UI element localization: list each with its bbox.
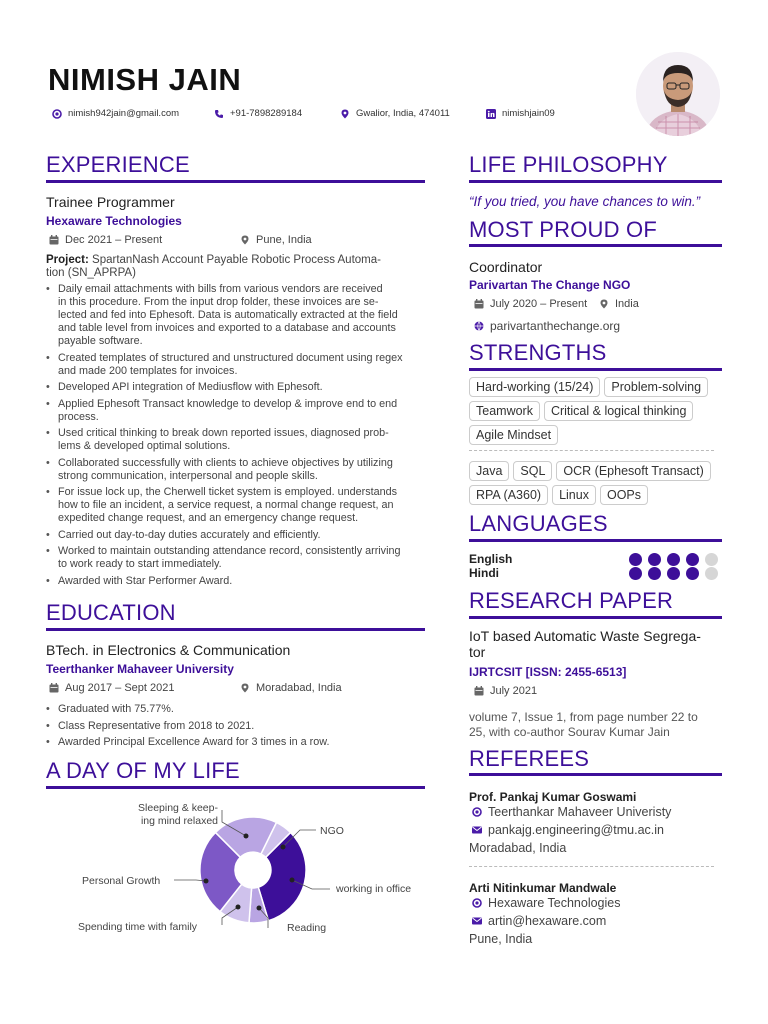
project-label: Project: [46,254,89,266]
education-rule [46,628,425,631]
label-reading: Reading [287,922,327,934]
linkedin-contact[interactable] [486,108,555,119]
referee-2-place: Pune, India [469,932,533,946]
languages-heading: LANGUAGES [469,511,608,536]
calendar-icon [474,299,484,309]
skill-tag: Agile Mindset [469,425,558,445]
experience-bullet: • Carried out day-to-day duties accurately and efficiently. [46,529,430,542]
full-name: NIMISH JAIN [48,62,242,97]
education-bullet: • Class Representative from 2018 to 2021. [46,720,430,733]
at-icon [52,109,62,119]
linkedin-icon [486,109,496,119]
experience-bullet: • Developed API integration of Mediusflow with Ephesoft. [46,381,430,394]
referee-divider [469,866,714,867]
tech-skills [469,461,731,509]
job-location [240,234,312,246]
skill-tag: RPA (A360) [469,485,548,505]
referee-1-name: Prof. Pankaj Kumar Goswami [469,790,637,804]
level-dot-filled [667,567,680,580]
philosophy-rule [469,180,722,183]
at-icon [472,898,482,908]
proud-dates [474,298,587,310]
research-heading: RESEARCH PAPER [469,588,674,613]
skill-tag: OCR (Ephesoft Transact) [556,461,710,481]
proud-org: Parivartan The Change NGO [469,278,631,292]
education-heading: EDUCATION [46,600,176,625]
skill-tag: Problem-solving [604,377,708,397]
education-location-text: Moradabad, India [256,682,342,694]
experience-rule [46,180,425,183]
skill-tag: Linux [552,485,596,505]
job-company: Hexaware Technologies [46,214,182,228]
level-dot-filled [629,567,642,580]
proud-rule [469,244,722,247]
research-title: IoT based Automatic Waste Segrega- tor [469,628,701,660]
experience-bullet: • Used critical thinking to break down reported issues, diagnosed prob- lems & developed optimal solutions. [46,427,430,453]
experience-bullets [46,283,430,591]
project-line-2: tion (SN_APRPA) [46,267,136,279]
label-personal-growth: Personal Growth [82,875,161,887]
degree-title: BTech. in Electronics & Communication [46,642,291,658]
education-bullet: • Graduated with 75.77%. [46,703,430,716]
strengths-rule [469,368,722,371]
referee-2-org: Hexaware Technologies [472,896,621,910]
skill-tag: OOPs [600,485,648,505]
strengths-heading: STRENGTHS [469,340,607,365]
skill-tag: SQL [513,461,552,481]
research-date-text: July 2021 [490,685,538,697]
proud-title: Coordinator [469,259,543,275]
map-marker-icon [240,683,250,693]
proud-location-text: India [615,298,639,310]
referee-1-email[interactable]: pankajg.engineering@tmu.ac.in [472,823,664,837]
job-dates-text: Dec 2021 – Present [65,234,163,246]
referees-rule [469,773,722,776]
calendar-icon [49,235,59,245]
referee-1-org: Teerthankar Mahaveer Univeristy [472,805,671,819]
label-working-office: working in office [336,883,412,895]
linkedin-text: nimishjain09 [502,108,555,119]
level-dot-filled [686,567,699,580]
map-marker-icon [340,109,350,119]
lang-hindi: Hindi [469,566,499,580]
experience-bullet: • Created templates of structured and unstructured document using regex and made 200 templates for invoices. [46,352,430,378]
education-bullet: • Awarded Principal Excellence Award for 3 times in a row. [46,736,430,749]
phone-icon [214,109,224,119]
experience-bullet: • For issue lock up, the Cherwell ticket system is employed. understands how to file an incident, a service request, a normal change request, an expedited change request, and an emergency change request. [46,486,430,525]
experience-bullet: • Awarded with Star Performer Award. [46,575,430,588]
day-heading: A DAY OF MY LIFE [46,758,240,783]
research-journal: IJRTCSIT [ISSN: 2455-6513] [469,665,627,679]
skill-tag: Java [469,461,509,481]
phone-contact[interactable] [214,108,302,119]
map-marker-icon [599,299,609,309]
proud-dates-text: July 2020 – Present [490,298,588,310]
referee-1-place: Moradabad, India [469,841,567,855]
level-dot-filled [686,553,699,566]
job-title: Trainee Programmer [46,194,175,210]
label-sleeping: Sleeping & keep- ing mind relaxed [138,802,218,827]
experience-bullet: • Applied Ephesoft Transact knowledge to develop & improve end to end process. [46,398,430,424]
languages-rule [469,539,722,542]
skill-tag: Hard-working (15/24) [469,377,600,397]
email-text: nimish942jain@gmail.com [68,108,180,119]
phone-text: +91-7898289184 [230,108,303,119]
referee-2-name: Arti Nitinkumar Mandwale [469,881,617,895]
proud-website[interactable] [474,319,620,333]
experience-bullet: • Collaborated successfully with clients to achieve objectives by utilizing strong communication, interpersonal and people skills. [46,457,430,483]
job-dates [49,234,162,246]
school-name: Teerthanker Mahaveer University [46,662,234,676]
at-icon [472,807,482,817]
proud-location [599,298,639,310]
education-location [240,682,342,694]
strengths-divider [469,450,714,451]
envelope-icon [472,916,482,926]
philosophy-heading: LIFE PHILOSOPHY [469,152,668,177]
calendar-icon [49,683,59,693]
soft-skills [469,377,731,449]
referee-2-email[interactable]: artin@hexaware.com [472,914,606,928]
calendar-icon [474,686,484,696]
experience-heading: EXPERIENCE [46,152,190,177]
education-dates [49,682,174,694]
level-dot-filled [648,567,661,580]
label-family: Spending time with family [78,921,198,933]
experience-bullet: • Daily email attachments with bills from various vendors are received in this procedure. From the input drop folder, these invoices are se- lected and fed into Ephesoft. Data is automatically extracted at the field and table level from invoices and exported to a database and accounts payable software. [46,283,430,348]
level-dot-filled [667,553,680,566]
globe-icon [474,321,484,331]
location-text: Gwalior, India, 474011 [356,108,450,119]
email-contact[interactable] [52,108,179,119]
label-ngo: NGO [320,825,344,837]
proud-heading: MOST PROUD OF [469,217,657,242]
profile-photo [636,52,720,136]
location-contact [340,108,450,119]
day-rule [46,786,425,789]
level-dot-filled [648,553,661,566]
research-rule [469,616,722,619]
education-bullets [46,703,430,753]
skill-tag: Teamwork [469,401,540,421]
research-date [474,685,537,697]
project-line-1: SpartanNash Account Payable Robotic Process Automa- [92,254,381,266]
envelope-icon [472,825,482,835]
project-description [46,254,428,280]
research-description: volume 7, Issue 1, from page number 22 to 25, with co-author Sourav Kumar Jain [469,710,698,739]
level-dot-filled [629,553,642,566]
level-dot-empty [705,553,718,566]
experience-bullet: • Worked to maintain outstanding attendance record, consistently arriving to work ready to start immediately. [46,545,430,571]
day-donut-chart [0,790,440,950]
education-dates-text: Aug 2017 – Sept 2021 [65,682,175,694]
philosophy-quote: “If you tried, you have chances to win.” [469,194,701,209]
hindi-level-dots [623,567,718,585]
job-location-text: Pune, India [256,234,312,246]
lang-english: English [469,552,513,566]
level-dot-empty [705,567,718,580]
map-marker-icon [240,235,250,245]
referees-heading: REFEREES [469,746,590,771]
skill-tag: Critical & logical thinking [544,401,693,421]
proud-website-text: parivartanthechange.org [490,319,621,333]
